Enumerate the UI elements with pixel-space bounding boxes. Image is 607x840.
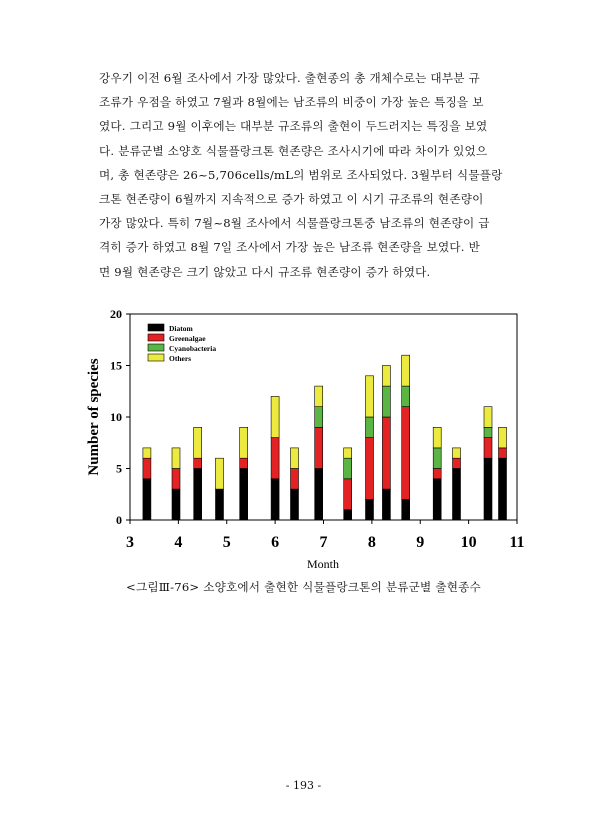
bar-segment-cyanobacteria [402,386,410,407]
bar-segment-cyanobacteria [484,427,492,437]
bar-segment-greenalgae [315,427,323,468]
y-axis-label: Number of species [86,358,102,476]
bar-segment-greenalgae [433,469,441,479]
bar-segment-others [402,355,410,386]
bar-segment-diatom [194,469,202,521]
x-axis [126,520,525,551]
body-line: 강우기 이전 6월 조사에서 가장 많았다. 출현종의 총 개체수로는 대부분 규 [99,71,480,85]
body-paragraph [99,66,529,284]
bar-segment-others [240,427,248,458]
bar-segment-others [453,448,461,458]
body-line: 가장 많았다. 특히 7월~8월 조사에서 식물플랑크톤중 남조류의 현존량이 급 [99,216,490,231]
bar-segment-diatom [315,469,323,521]
y-tick-label: 15 [110,358,122,373]
body-line: 격히 증가 하였고 8월 7일 조사에서 가장 높은 남조류 현존량을 보였다. 반 [99,240,480,255]
bar-segment-diatom [366,499,374,520]
x-axis-label: Month [306,557,340,571]
bar-segment-diatom [499,458,507,520]
legend-swatch-diatom [148,324,164,331]
bar-segment-others [194,427,202,458]
bar-segment-others [291,448,299,469]
body-line: 면 9월 현존량은 크기 않았고 다시 규조류 현존량이 증가 하였다. [99,264,431,279]
body-line: 크톤 현존량이 6월까지 지속적으로 증가 하였고 이 시기 규조류의 현존량이 [99,192,484,207]
bar-segment-diatom [344,510,352,520]
bar-segment-greenalgae [194,458,202,468]
legend-label-diatom: Diatom [169,324,193,333]
x-tick-label: 8 [367,534,376,551]
x-tick-label: 3 [126,534,134,551]
bar-segment-greenalgae [143,458,151,479]
bar-segment-diatom [484,458,492,520]
bar-segment-greenalgae [402,407,410,500]
x-tick-label: 11 [509,534,525,551]
y-tick-label: 20 [110,307,122,321]
bar-segment-diatom [143,479,151,520]
x-tick-label: 5 [222,534,231,551]
page-number: - 193 - [285,779,322,792]
bar-segment-greenalgae [240,458,248,468]
x-tick-label: 9 [416,534,425,551]
bar-segment-diatom [172,489,180,520]
bar-segment-diatom [271,479,279,520]
body-line: 다. 분류군별 소양호 식물플랑크톤 현존량은 조사시기에 따라 차이가 있었으 [99,143,488,158]
bar-segment-others [315,386,323,407]
bar-segment-greenalgae [271,438,279,479]
bar-segment-greenalgae [499,448,507,458]
bar-segment-diatom [433,479,441,520]
bar-segment-cyanobacteria [344,458,352,479]
bar-segment-greenalgae [172,469,180,490]
bar-segment-others [382,366,390,387]
bar-segment-others [484,407,492,428]
y-tick-label: 0 [116,513,122,527]
bar-segment-diatom [453,469,461,521]
body-line: 며, 총 현존량은 26~5,706cells/mL의 범위로 조사되었다. 3월부터 식물플랑 [99,167,503,182]
bar-segment-diatom [382,489,390,520]
bar-segment-others [216,458,224,489]
bar-segment-cyanobacteria [315,407,323,428]
bar-segment-diatom [216,489,224,520]
bar-segment-greenalgae [453,458,461,468]
legend-swatch-greenalgae [148,334,164,341]
bar-segment-others [271,396,279,437]
species-count-chart [70,300,540,580]
bar-segment-cyanobacteria [433,448,441,469]
bar-segment-others [344,448,352,458]
y-tick-label: 5 [116,461,122,476]
legend-swatch-cyanobacteria [148,344,164,351]
legend-label-others: Others [169,354,192,363]
bar-segment-diatom [291,489,299,520]
x-tick-label: 4 [174,534,183,551]
legend-swatch-others [148,354,164,361]
bar-segment-others [433,427,441,448]
bar-segment-diatom [402,499,410,520]
figure-caption: <그림Ⅲ-76> 소양호에서 출현한 식물플랑크톤의 분류군별 출현종수 [126,580,481,594]
bar-segment-others [143,448,151,458]
body-line: 였다. 그리고 9월 이후에는 대부분 규조류의 출현이 두드러지는 특징을 보였 [99,119,488,134]
bar-segment-greenalgae [366,438,374,500]
x-tick-label: 6 [271,534,280,551]
bar-segment-others [172,448,180,469]
y-axis [110,307,130,527]
x-tick-label: 10 [460,534,477,551]
bar-segment-diatom [240,469,248,521]
legend-label-cyanobacteria: Cyanobacteria [169,344,217,353]
bar-segment-cyanobacteria [382,386,390,417]
x-tick-label: 7 [319,534,328,551]
legend-label-greenalgae: Greenalgae [169,334,206,343]
bar-segment-greenalgae [382,417,390,489]
bar-segment-others [366,376,374,417]
bar-segment-greenalgae [484,438,492,459]
bar-segment-greenalgae [291,469,299,490]
bar-segment-greenalgae [344,479,352,510]
bar-segment-cyanobacteria [366,417,374,438]
bar-segment-others [499,427,507,448]
y-tick-label: 10 [110,410,122,424]
body-line: 조류가 우점을 하였고 7월과 8월에는 남조류의 비중이 가장 높은 특징을 보 [99,95,484,110]
